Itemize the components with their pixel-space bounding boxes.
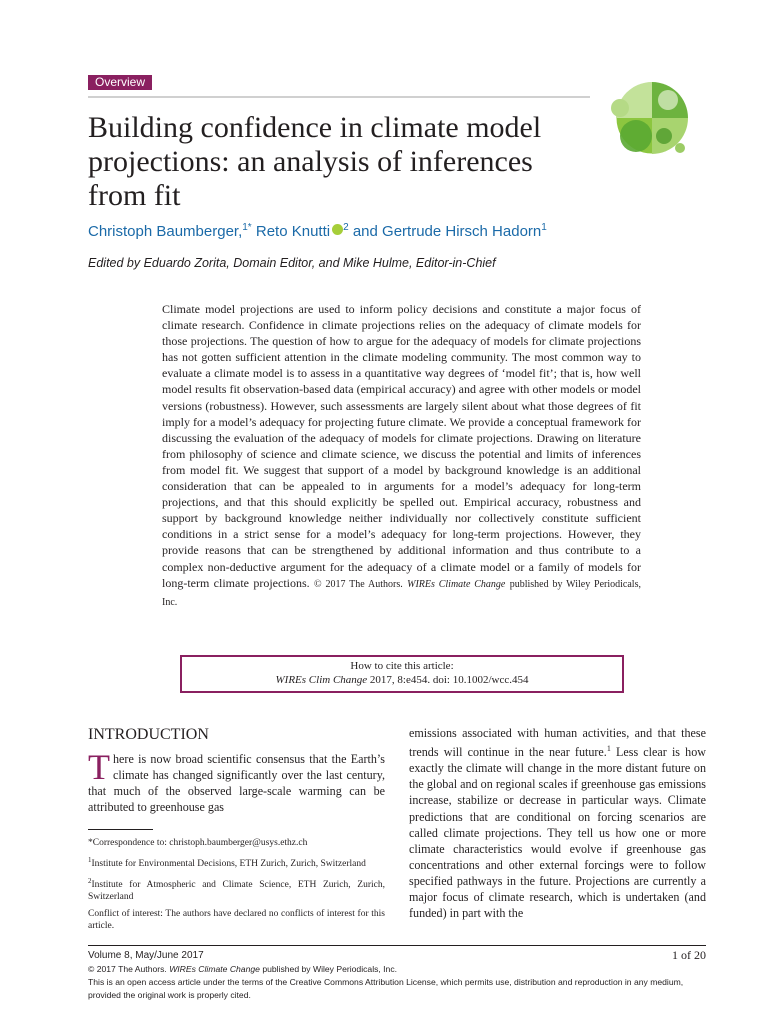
affiliation-marker: 1* [242,222,252,233]
abstract [162,301,641,611]
publisher-text: published by Wiley Periodicals, Inc. [262,964,398,974]
intro-text: here is now broad scientific consensus that the Earth’s climate has changed significantly over the last century, that much of the observed large-scale warming can be attributed to greenhouse gas [88,752,385,815]
citation-details: 2017, 8:e454. doi: 10.1002/wcc.454 [369,674,529,686]
affiliation-marker: 2 [343,222,349,233]
journal-name: WIREs Climate Change [169,964,260,974]
affiliation-text: Institute for Atmospheric and Climate Science, ETH Zurich, Zurich, Switzerland [88,880,385,903]
conflict-of-interest: Conflict of interest: The authors have declared no conflicts of interest for this article. [88,909,385,932]
correspondence-note[interactable]: *Correspondence to: christoph.baumberger@usys.ethz.ch [88,838,308,848]
editor-line: Edited by Eduardo Zorita, Domain Editor, and Mike Hulme, Editor-in-Chief [88,256,496,270]
affiliation-number: 2 [88,877,92,886]
article-type-tag: Overview [88,75,152,90]
header-divider [88,96,590,98]
section-heading: INTRODUCTION [88,726,209,743]
affiliation-text: Institute for Environmental Decisions, ETH Zurich, Zurich, Switzerland [91,859,366,870]
abstract-copyright: © 2017 The Authors. [314,578,403,590]
article-title: Building confidence in climate model projections: an analysis of inferences from fit [88,111,542,212]
author-list [88,219,688,241]
citation-journal: WIREs Clim Change [275,674,368,686]
affiliation-marker: 1 [541,222,547,233]
reference-marker[interactable]: 1 [606,744,611,754]
page-number: 1 of 20 [672,948,706,962]
intro-column-right [409,725,706,921]
footnote-divider [88,829,153,830]
author-link[interactable]: and Gertrude Hirsch Hadorn [352,223,542,240]
copyright-text: © 2017 The Authors. [88,964,167,974]
footer-divider [88,945,706,946]
author-link[interactable]: Reto Knutti [255,223,331,240]
drop-cap: T [88,747,110,787]
affiliation-number: 1 [88,856,92,864]
intro-column-left [88,725,385,815]
citation-box [180,655,624,693]
footer-copyright [88,963,698,975]
affiliation-2 [88,875,385,903]
affiliation-1 [88,854,385,870]
abstract-publisher: published by Wiley Periodicals, Inc. [162,578,641,608]
orcid-icon[interactable] [332,224,343,235]
intro-text: Less clear is how exactly the climate will change in the more distant future on the global and on regional scales if greenhouse gas emissions increase, stabilize or decrease in particular ways. Climate predictions that are conditional on forcing scenarios are called climate projections. They tell us how one or more climate characteristics would evolve if greenhouse gas concentrations and other external forcings were to follow specified pathways in the future. Projections are currently a major focus of climate research, which is undertaken (and funded) in part with the [409,745,706,921]
citation-label: How to cite this article: [350,660,454,672]
license-note: This is an open access article under the terms of the Creative Commons Attribution License, which permits use, distribution and reproduction in any medium, provided the original work is properly cited. [88,977,684,1000]
intro-text: emissions associated with human activities, and that these trends will continue in the near future. [409,726,706,760]
author-link[interactable]: Christoph Baumberger, [88,223,243,240]
abstract-text: Climate model projections are used to inform policy decisions and constitute a major focus of climate research. Confidence in climate projections relies on the adequacy of climate models for those projections. The question of how to argue for the adequacy of models for climate projections has not gotten sufficient attention in the climate modeling community. The most common way to evaluate a climate model is to assess in a quantitative way degrees of ‘model fit’; that is, how well model results fit observation-based data (empirical accuracy) and agree with other models or model versions (robustness). However, such assessments are largely silent about what those degrees of fit imply for a model’s adequacy for projecting future climate. We provide a conceptual framework for discussing the evaluation of the adequacy of models for climate projections. Drawing on literature from philosophy of science and climate science, we discuss the potential and limits of inferences from model fit. We suggest that support of a model by background knowledge is an additional consideration that can be appealed to in arguments for a model’s adequacy for long-term projections, and that this should explicitly be spelled out. Empirical accuracy, robustness and support by background knowledge neither individually nor collectively constitute sufficient conditions in a strict sense for a model’s adequacy for long-term projections. However, they provide reasons that can be strengthened by additional information and thus contribute to a complex non-deductive argument for the adequacy of a climate model or a family of models for long-term climate projections. [162,302,641,590]
journal-logo-icon [606,78,690,162]
citation-reference[interactable] [182,673,622,687]
abstract-journal: WIREs Climate Change [407,578,506,590]
footnotes [88,837,385,937]
volume-info: Volume 8, May/June 2017 [88,950,204,961]
intro-paragraph [88,747,385,815]
